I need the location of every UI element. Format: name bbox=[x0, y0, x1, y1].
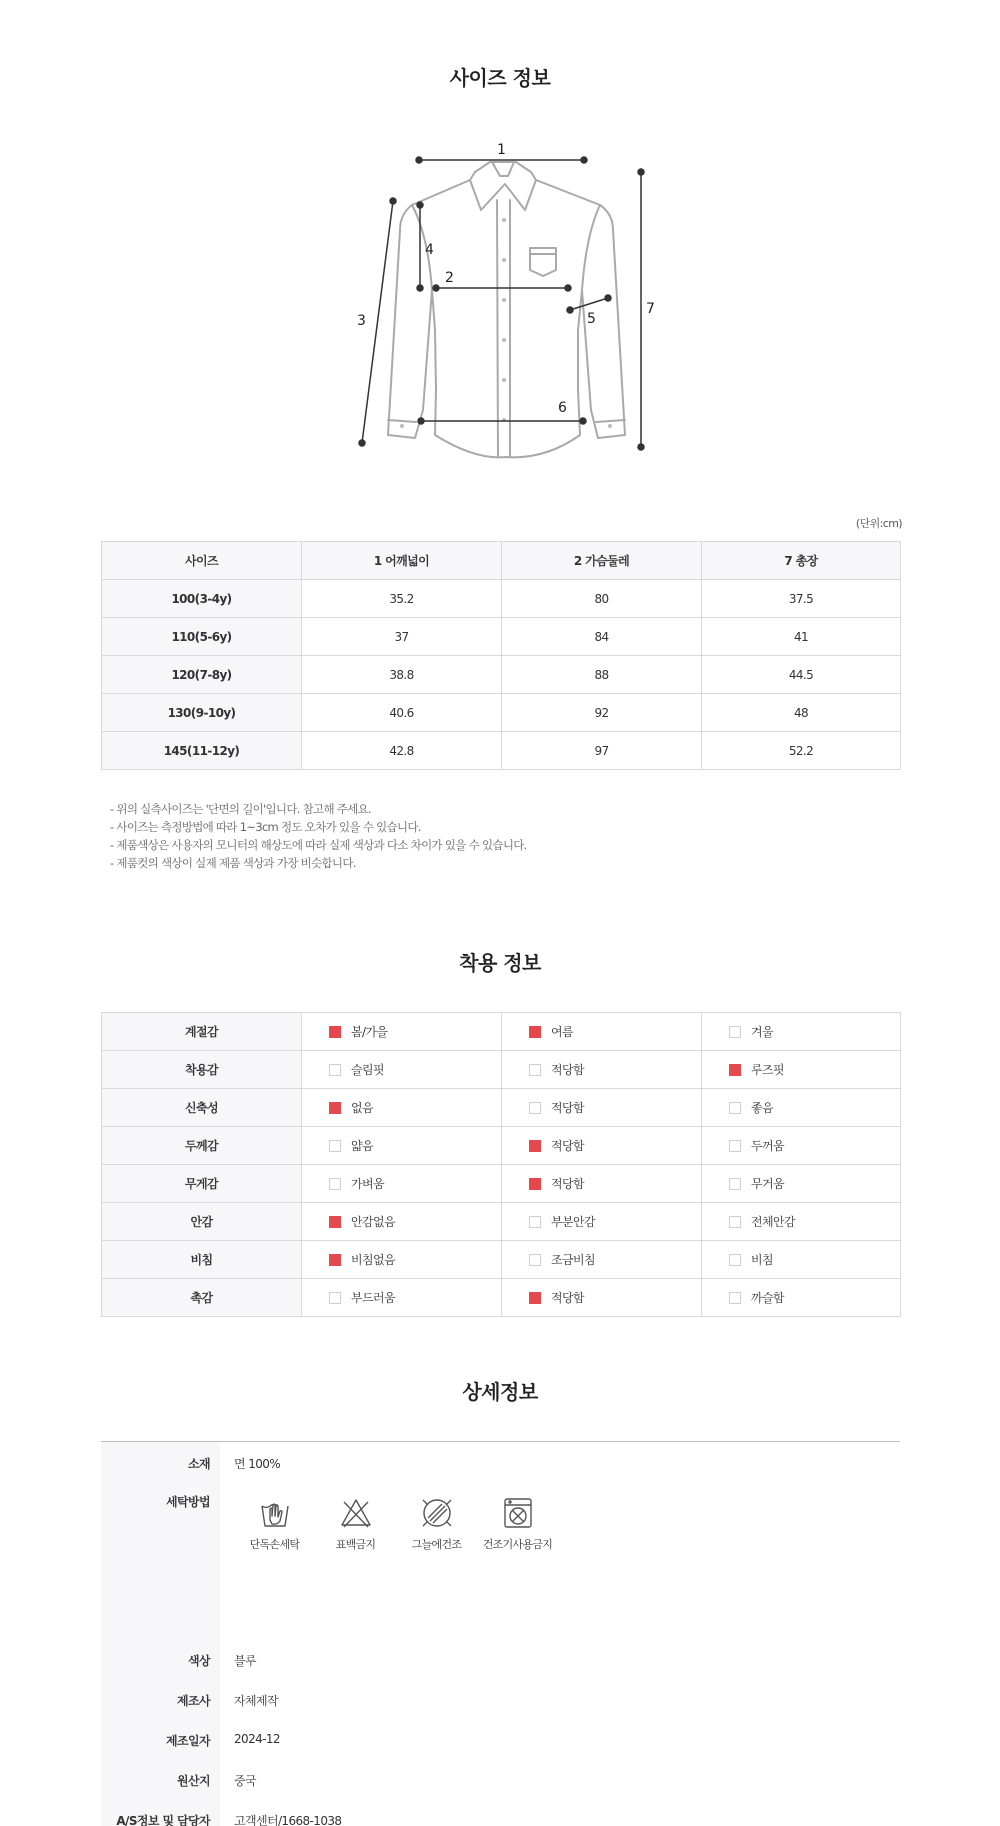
detail-row bbox=[101, 1640, 900, 1680]
table-row bbox=[102, 656, 901, 694]
care-item bbox=[315, 1496, 396, 1552]
fit-option-label: 무거움 bbox=[751, 1177, 784, 1191]
size-section-title: 사이즈 정보 bbox=[449, 66, 551, 90]
fit-option-label: 부분안감 bbox=[551, 1215, 595, 1229]
detail-row-wash bbox=[101, 1480, 900, 1640]
fit-option bbox=[702, 1241, 901, 1279]
fit-option bbox=[302, 1127, 502, 1165]
fit-option-label: 까슬함 bbox=[751, 1291, 784, 1305]
size-cell: 100(3-4y) bbox=[102, 580, 302, 618]
size-cell: 130(9-10y) bbox=[102, 694, 302, 732]
size-cell: 110(5-6y) bbox=[102, 618, 302, 656]
detail-section-title: 상세정보 bbox=[462, 1380, 538, 1404]
size-cell: 92 bbox=[502, 694, 702, 732]
size-header-size: 사이즈 bbox=[102, 542, 302, 580]
measure-label-3: 3 bbox=[357, 313, 366, 329]
size-cell: 52.2 bbox=[702, 732, 901, 770]
fit-option bbox=[702, 1279, 901, 1317]
unchecked-box-icon bbox=[529, 1216, 541, 1228]
unchecked-box-icon bbox=[729, 1292, 741, 1304]
size-table-header-row bbox=[102, 542, 901, 580]
unchecked-box-icon bbox=[329, 1178, 341, 1190]
fit-section-title: 착용 정보 bbox=[459, 951, 541, 975]
size-cell: 88 bbox=[502, 656, 702, 694]
fit-option-label: 여름 bbox=[551, 1025, 573, 1039]
shade-dry-icon bbox=[420, 1496, 454, 1530]
fit-option-label: 부드러움 bbox=[351, 1291, 395, 1305]
care-label: 표백금지 bbox=[335, 1537, 376, 1551]
fit-option bbox=[702, 1051, 901, 1089]
no-bleach-icon bbox=[339, 1496, 373, 1530]
fit-row-label: 계절감 bbox=[102, 1013, 302, 1051]
table-row bbox=[102, 1165, 901, 1203]
detail-row bbox=[101, 1680, 900, 1720]
fit-option bbox=[502, 1127, 702, 1165]
detail-value: 2024-12 bbox=[234, 1731, 280, 1746]
fit-option bbox=[502, 1241, 702, 1279]
checked-box-icon bbox=[529, 1178, 541, 1190]
table-row bbox=[102, 1203, 901, 1241]
fit-row-label: 안감 bbox=[102, 1203, 302, 1241]
size-header-length: 7 총장 bbox=[702, 542, 901, 580]
table-row bbox=[102, 1089, 901, 1127]
fit-option-label: 적당함 bbox=[551, 1101, 584, 1115]
fit-option-label: 슬림핏 bbox=[351, 1063, 384, 1077]
fit-option-label: 비침 bbox=[751, 1253, 773, 1267]
checked-box-icon bbox=[329, 1254, 341, 1266]
fit-option-label: 조금비침 bbox=[551, 1253, 595, 1267]
unchecked-box-icon bbox=[329, 1064, 341, 1076]
fit-table bbox=[101, 1012, 901, 1317]
fit-option bbox=[302, 1165, 502, 1203]
fit-option bbox=[502, 1051, 702, 1089]
checked-box-icon bbox=[729, 1064, 741, 1076]
fit-option-label: 좋음 bbox=[751, 1101, 773, 1115]
fit-option-label: 적당함 bbox=[551, 1177, 584, 1191]
fit-option-label: 안감없음 bbox=[351, 1215, 395, 1229]
note-line: - 제품색상은 사용자의 모니터의 해상도에 따라 실제 색상과 다소 차이가 있을 수 있습니다. bbox=[110, 838, 527, 852]
table-row bbox=[102, 694, 901, 732]
detail-label: 색상 bbox=[101, 1640, 220, 1680]
fit-option bbox=[302, 1241, 502, 1279]
fit-option-label: 얇음 bbox=[351, 1139, 373, 1153]
unchecked-box-icon bbox=[729, 1178, 741, 1190]
fit-option-label: 비침없음 bbox=[351, 1253, 395, 1267]
fit-row-label: 촉감 bbox=[102, 1279, 302, 1317]
fit-option bbox=[702, 1013, 901, 1051]
note-line: - 제품컷의 색상이 실제 제품 색상과 가장 비슷합니다. bbox=[110, 856, 356, 870]
measure-label-1: 1 bbox=[497, 142, 506, 158]
fit-option bbox=[302, 1089, 502, 1127]
fit-option bbox=[702, 1203, 901, 1241]
checked-box-icon bbox=[329, 1026, 341, 1038]
detail-row bbox=[101, 1800, 900, 1826]
size-cell: 37.5 bbox=[702, 580, 901, 618]
detail-label: 제조일자 bbox=[101, 1720, 220, 1760]
measure-label-4: 4 bbox=[425, 242, 434, 258]
fit-option-label: 전체안감 bbox=[751, 1215, 795, 1229]
care-item bbox=[396, 1496, 477, 1552]
fit-option bbox=[702, 1089, 901, 1127]
detail-label: 소재 bbox=[101, 1442, 220, 1480]
detail-label: 세탁방법 bbox=[101, 1480, 220, 1640]
shirt-outline bbox=[388, 162, 625, 457]
fit-option bbox=[502, 1165, 702, 1203]
size-cell: 120(7-8y) bbox=[102, 656, 302, 694]
size-header-shoulder: 1 어깨넓이 bbox=[302, 542, 502, 580]
unchecked-box-icon bbox=[729, 1140, 741, 1152]
detail-row-material bbox=[101, 1442, 900, 1480]
size-cell: 44.5 bbox=[702, 656, 901, 694]
unit-label: (단위:cm) bbox=[855, 517, 902, 530]
fit-option bbox=[702, 1165, 901, 1203]
size-cell: 97 bbox=[502, 732, 702, 770]
table-row bbox=[102, 1013, 901, 1051]
size-cell: 38.8 bbox=[302, 656, 502, 694]
table-row bbox=[102, 1279, 901, 1317]
measure-label-6: 6 bbox=[558, 400, 567, 416]
size-cell: 84 bbox=[502, 618, 702, 656]
checked-box-icon bbox=[529, 1140, 541, 1152]
measure-lines bbox=[359, 157, 644, 450]
checked-box-icon bbox=[529, 1026, 541, 1038]
fit-row-label: 두께감 bbox=[102, 1127, 302, 1165]
fit-option-label: 없음 bbox=[351, 1101, 373, 1115]
detail-value: 면 100% bbox=[234, 1457, 281, 1471]
fit-option-label: 적당함 bbox=[551, 1063, 584, 1077]
unchecked-box-icon bbox=[329, 1292, 341, 1304]
fit-option bbox=[702, 1127, 901, 1165]
detail-label: 제조사 bbox=[101, 1680, 220, 1720]
detail-row bbox=[101, 1760, 900, 1800]
size-cell: 35.2 bbox=[302, 580, 502, 618]
shirt-measurement-diagram bbox=[340, 130, 660, 460]
fit-option-label: 겨울 bbox=[751, 1025, 773, 1039]
size-table bbox=[101, 541, 901, 770]
fit-row-label: 비침 bbox=[102, 1241, 302, 1279]
measure-label-2: 2 bbox=[445, 270, 454, 286]
fit-option bbox=[502, 1279, 702, 1317]
size-header-chest: 2 가슴둘레 bbox=[502, 542, 702, 580]
fit-option-label: 봄/가을 bbox=[351, 1025, 388, 1039]
hand-wash-icon bbox=[258, 1496, 292, 1530]
care-label: 그늘에건조 bbox=[411, 1537, 462, 1551]
fit-option bbox=[502, 1013, 702, 1051]
table-row bbox=[102, 1127, 901, 1165]
unchecked-box-icon bbox=[529, 1254, 541, 1266]
wash-care-cell bbox=[220, 1480, 900, 1640]
care-item bbox=[234, 1496, 315, 1552]
fit-option-label: 적당함 bbox=[551, 1139, 584, 1153]
size-cell: 42.8 bbox=[302, 732, 502, 770]
detail-value: 자체제작 bbox=[234, 1693, 278, 1708]
care-label: 단독손세탁 bbox=[249, 1537, 300, 1551]
fit-option-label: 가벼움 bbox=[351, 1177, 384, 1191]
table-row bbox=[102, 1241, 901, 1279]
detail-row bbox=[101, 1720, 900, 1760]
measure-labels bbox=[357, 142, 655, 416]
size-cell: 40.6 bbox=[302, 694, 502, 732]
detail-value: 중국 bbox=[234, 1773, 256, 1788]
table-row bbox=[102, 732, 901, 770]
unchecked-box-icon bbox=[329, 1140, 341, 1152]
unchecked-box-icon bbox=[529, 1064, 541, 1076]
fit-row-label: 착용감 bbox=[102, 1051, 302, 1089]
fit-option bbox=[302, 1013, 502, 1051]
size-notes bbox=[110, 800, 527, 872]
measure-label-5: 5 bbox=[587, 311, 596, 327]
detail-value: 블루 bbox=[234, 1653, 256, 1668]
fit-row-label: 무게감 bbox=[102, 1165, 302, 1203]
detail-label: A/S정보 및 담당자 bbox=[101, 1800, 220, 1826]
detail-table bbox=[101, 1441, 900, 1826]
size-cell: 145(11-12y) bbox=[102, 732, 302, 770]
table-row bbox=[102, 618, 901, 656]
fit-option-label: 루즈핏 bbox=[751, 1063, 784, 1077]
size-cell: 48 bbox=[702, 694, 901, 732]
unchecked-box-icon bbox=[729, 1102, 741, 1114]
size-cell: 37 bbox=[302, 618, 502, 656]
measure-label-7: 7 bbox=[646, 301, 655, 317]
fit-option-label: 적당함 bbox=[551, 1291, 584, 1305]
unchecked-box-icon bbox=[529, 1102, 541, 1114]
fit-row-label: 신축성 bbox=[102, 1089, 302, 1127]
fit-option bbox=[302, 1203, 502, 1241]
fit-option bbox=[502, 1089, 702, 1127]
checked-box-icon bbox=[329, 1216, 341, 1228]
fit-option bbox=[302, 1051, 502, 1089]
unchecked-box-icon bbox=[729, 1026, 741, 1038]
note-line: - 위의 실측사이즈는 '단면의 길이'입니다. 참고해 주세요. bbox=[110, 802, 372, 816]
table-row bbox=[102, 1051, 901, 1089]
no-tumble-dry-icon bbox=[501, 1496, 535, 1530]
table-row bbox=[102, 580, 901, 618]
note-line: - 사이즈는 측정방법에 따라 1~3cm 정도 오차가 있을 수 있습니다. bbox=[110, 820, 421, 834]
care-label: 건조기사용금지 bbox=[482, 1537, 553, 1551]
checked-box-icon bbox=[329, 1102, 341, 1114]
checked-box-icon bbox=[529, 1292, 541, 1304]
size-cell: 80 bbox=[502, 580, 702, 618]
fit-option bbox=[302, 1279, 502, 1317]
fit-option-label: 두꺼움 bbox=[751, 1139, 784, 1153]
fit-option bbox=[502, 1203, 702, 1241]
detail-label: 원산지 bbox=[101, 1760, 220, 1800]
unchecked-box-icon bbox=[729, 1216, 741, 1228]
size-cell: 41 bbox=[702, 618, 901, 656]
detail-value: 고객센터/1668-1038 bbox=[234, 1813, 342, 1826]
unchecked-box-icon bbox=[729, 1254, 741, 1266]
care-item bbox=[477, 1496, 558, 1552]
